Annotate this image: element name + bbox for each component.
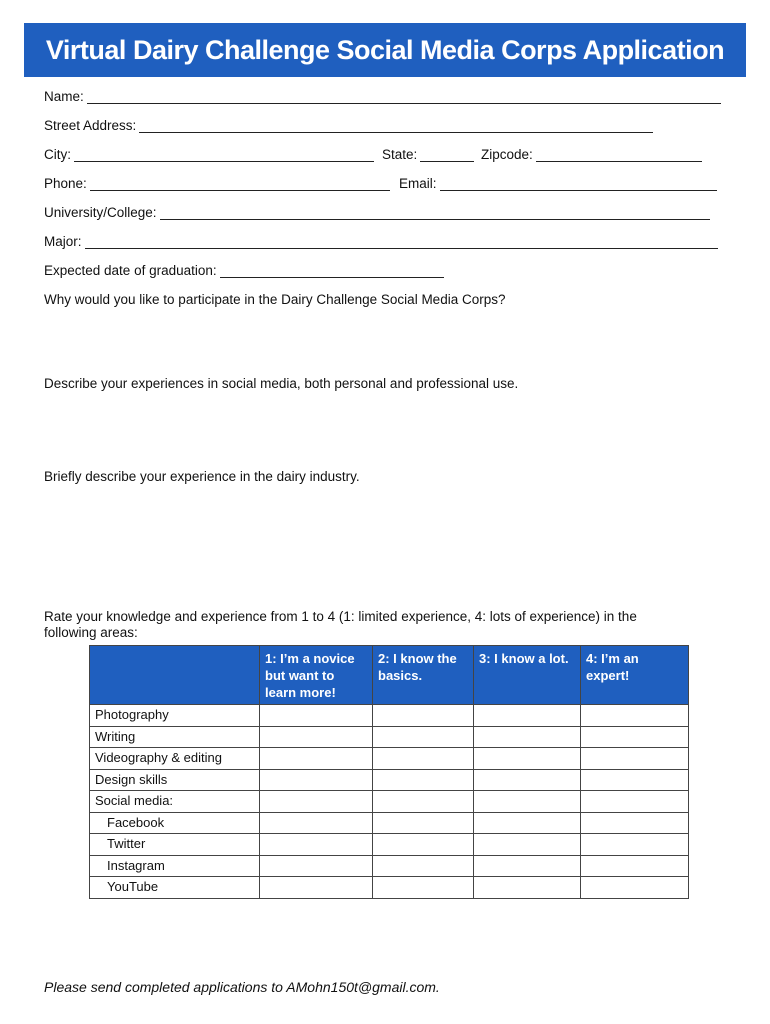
major-field[interactable] xyxy=(85,234,718,249)
row-label: Social media: xyxy=(90,791,260,813)
name-field[interactable] xyxy=(87,89,721,104)
rating-cell[interactable] xyxy=(373,812,474,834)
graduation-label: Expected date of graduation: xyxy=(44,263,217,278)
phone-field[interactable] xyxy=(90,176,390,191)
rating-cell[interactable] xyxy=(581,855,689,877)
phone-label: Phone: xyxy=(44,176,87,191)
rating-cell[interactable] xyxy=(373,834,474,856)
rating-cell[interactable] xyxy=(581,877,689,899)
university-label: University/College: xyxy=(44,205,157,220)
table-header-cell: 1: I’m a novice but want to learn more! xyxy=(260,646,373,705)
rating-cell[interactable] xyxy=(260,877,373,899)
table-header-cell: 4: I’m an expert! xyxy=(581,646,689,705)
city-label: City: xyxy=(44,147,71,162)
table-row xyxy=(90,769,689,791)
question-social-media: Describe your experiences in social media, both personal and professional use. xyxy=(44,376,519,391)
row-label: Videography & editing xyxy=(90,748,260,770)
graduation-field[interactable] xyxy=(220,263,444,278)
university-row xyxy=(44,205,710,220)
state-label: State: xyxy=(382,147,418,162)
rating-cell[interactable] xyxy=(474,812,581,834)
page-title: Virtual Dairy Challenge Social Media Corps Application xyxy=(24,23,746,77)
zipcode-row xyxy=(481,147,702,162)
rating-cell[interactable] xyxy=(373,748,474,770)
table-row xyxy=(90,705,689,727)
rating-cell[interactable] xyxy=(581,705,689,727)
phone-row xyxy=(44,176,390,191)
footer-instructions: Please send completed applications to AMohn150t@gmail.com. xyxy=(44,979,440,995)
rating-cell[interactable] xyxy=(260,705,373,727)
question-rate-line2: following areas: xyxy=(44,625,138,640)
rating-cell[interactable] xyxy=(474,834,581,856)
rating-cell[interactable] xyxy=(373,855,474,877)
row-label: Facebook xyxy=(90,812,260,834)
table-row xyxy=(90,877,689,899)
table-row xyxy=(90,726,689,748)
rating-cell[interactable] xyxy=(373,726,474,748)
city-field[interactable] xyxy=(74,147,374,162)
table-header-row xyxy=(90,646,689,705)
zipcode-field[interactable] xyxy=(536,147,702,162)
row-label: Design skills xyxy=(90,769,260,791)
question-dairy: Briefly describe your experience in the dairy industry. xyxy=(44,469,360,484)
rating-cell[interactable] xyxy=(260,791,373,813)
rating-cell[interactable] xyxy=(373,877,474,899)
rating-cell[interactable] xyxy=(474,748,581,770)
rating-cell[interactable] xyxy=(474,855,581,877)
rating-cell[interactable] xyxy=(373,769,474,791)
rating-cell[interactable] xyxy=(581,791,689,813)
major-row xyxy=(44,234,718,249)
graduation-row xyxy=(44,263,444,278)
state-field[interactable] xyxy=(420,147,474,162)
rating-cell[interactable] xyxy=(474,726,581,748)
rating-table xyxy=(89,645,689,899)
name-label: Name: xyxy=(44,89,84,104)
row-label: Instagram xyxy=(90,855,260,877)
rating-cell[interactable] xyxy=(260,748,373,770)
rating-cell[interactable] xyxy=(260,726,373,748)
email-row xyxy=(399,176,717,191)
street-row xyxy=(44,118,653,133)
email-field[interactable] xyxy=(440,176,717,191)
rating-cell[interactable] xyxy=(260,812,373,834)
rating-cell[interactable] xyxy=(474,791,581,813)
rating-cell[interactable] xyxy=(581,748,689,770)
rating-cell[interactable] xyxy=(474,877,581,899)
street-field[interactable] xyxy=(139,118,653,133)
rating-cell[interactable] xyxy=(581,769,689,791)
table-row xyxy=(90,834,689,856)
major-label: Major: xyxy=(44,234,82,249)
university-field[interactable] xyxy=(160,205,710,220)
rating-cell[interactable] xyxy=(581,834,689,856)
table-row xyxy=(90,855,689,877)
table-header-cell xyxy=(90,646,260,705)
state-row xyxy=(382,147,474,162)
rating-cell[interactable] xyxy=(260,855,373,877)
rating-cell[interactable] xyxy=(260,769,373,791)
rating-cell[interactable] xyxy=(581,726,689,748)
rating-cell[interactable] xyxy=(373,791,474,813)
row-label: YouTube xyxy=(90,877,260,899)
rating-cell[interactable] xyxy=(260,834,373,856)
row-label: Photography xyxy=(90,705,260,727)
row-label: Twitter xyxy=(90,834,260,856)
rating-cell[interactable] xyxy=(474,769,581,791)
email-label: Email: xyxy=(399,176,437,191)
table-row xyxy=(90,812,689,834)
name-row xyxy=(44,89,721,104)
table-header-cell: 3: I know a lot. xyxy=(474,646,581,705)
zipcode-label: Zipcode: xyxy=(481,147,533,162)
table-row xyxy=(90,791,689,813)
city-row xyxy=(44,147,374,162)
street-label: Street Address: xyxy=(44,118,137,133)
row-label: Writing xyxy=(90,726,260,748)
question-why: Why would you like to participate in the Dairy Challenge Social Media Corps? xyxy=(44,292,506,307)
rating-cell[interactable] xyxy=(474,705,581,727)
table-row xyxy=(90,748,689,770)
table-header-cell: 2: I know the basics. xyxy=(373,646,474,705)
question-rate-line1: Rate your knowledge and experience from 1 to 4 (1: limited experience, 4: lots of experience) in the xyxy=(44,609,637,624)
rating-cell[interactable] xyxy=(373,705,474,727)
rating-cell[interactable] xyxy=(581,812,689,834)
